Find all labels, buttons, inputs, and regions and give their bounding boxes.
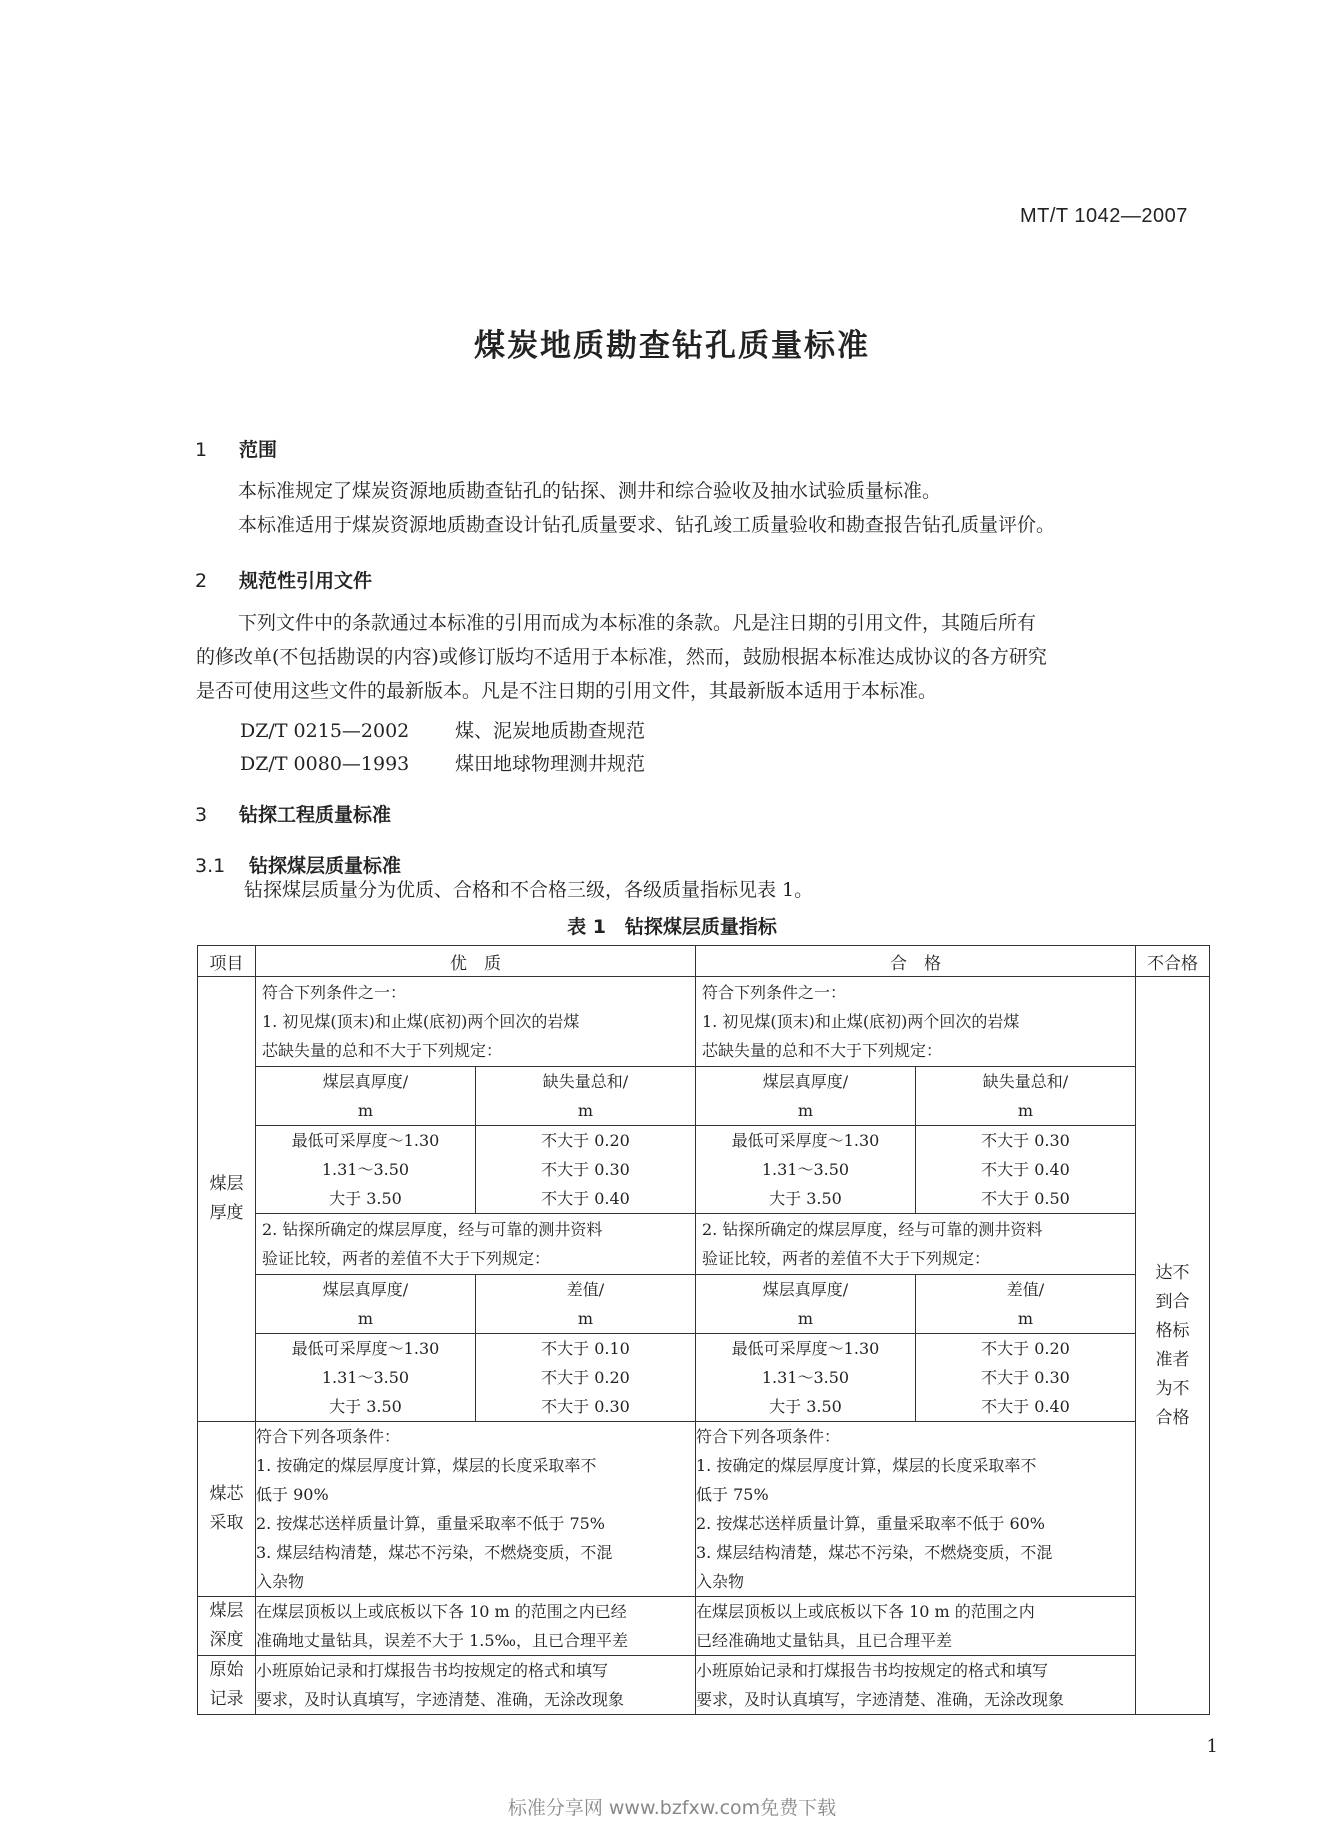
table-header-row	[198, 946, 1210, 977]
subtable-header	[696, 1275, 1135, 1334]
text-line: 要求，及时认真填写，字迹清楚、准确，无涂改现象	[256, 1690, 625, 1709]
subtable-header-cell	[916, 1067, 1136, 1126]
text-line: 差值/	[566, 1280, 605, 1299]
text-line: 符合下列条件之一：	[702, 983, 847, 1002]
table-row-core	[198, 1422, 1210, 1597]
subtable-cell	[916, 1126, 1136, 1214]
header-good: 优 质	[256, 946, 696, 977]
text-line: 合格	[1155, 1407, 1190, 1428]
subtable-header	[696, 1067, 1135, 1126]
section-3-1-para: 钻探煤层质量分为优质、合格和不合格三级，各级质量指标见表 1。	[244, 879, 814, 901]
subtable-body	[256, 1126, 695, 1214]
text-line: 煤层真厚度/	[322, 1072, 409, 1091]
text-line: 不大于 0.30	[541, 1160, 630, 1179]
text-line: m	[797, 1101, 814, 1120]
subtable-body	[696, 1126, 1135, 1214]
standard-number: MT/T 1042—2007	[1020, 205, 1188, 227]
quality-table	[197, 945, 1210, 1715]
page-number: 1	[1206, 1736, 1218, 1757]
text-line: m	[577, 1101, 594, 1120]
subtable-header-cell	[696, 1275, 916, 1334]
text-line: 为不	[1155, 1378, 1190, 1399]
text-line: 1.31～3.50	[321, 1160, 410, 1179]
text-line: 1.31～3.50	[321, 1368, 410, 1387]
section-2-line-3: 是否可使用这些文件的最新版本。凡是不注日期的引用文件，其最新版本适用于本标准。	[196, 680, 938, 702]
text-line: 大于 3.50	[769, 1397, 842, 1416]
section-title: 范围	[239, 439, 278, 461]
loss-subtable	[696, 1066, 1135, 1213]
row-label-depth	[198, 1597, 256, 1656]
loss-subtable	[256, 1066, 695, 1213]
subtable-cell	[476, 1126, 696, 1214]
text-line: 缺失量总和/	[982, 1072, 1069, 1091]
text-line: 小班原始记录和打煤报告书均按规定的格式和填写	[696, 1661, 1049, 1680]
text-line: 3. 煤层结构清楚，煤芯不污染，不燃烧变质，不混	[696, 1543, 1053, 1562]
text-line: 大于 3.50	[769, 1189, 842, 1208]
text-line: 不大于 0.40	[981, 1160, 1070, 1179]
depth-pass-cell	[696, 1597, 1136, 1656]
text-line: 煤层真厚度/	[762, 1280, 849, 1299]
cell-text	[696, 977, 1135, 1066]
subtable-cell	[256, 1334, 476, 1422]
text-line: 达不	[1155, 1262, 1190, 1283]
diff-subtable	[256, 1274, 695, 1421]
text-line: 要求，及时认真填写，字迹清楚、准确，无涂改现象	[696, 1690, 1065, 1709]
thickness-good-cell	[256, 977, 696, 1422]
row-label-line: 煤层	[209, 1601, 244, 1621]
header-pass: 合 格	[696, 946, 1136, 977]
text-line: 2. 按煤芯送样质量计算，重量采取率不低于 75%	[256, 1514, 606, 1533]
watermark-footer: 标准分享网 www.bzfxw.com免费下载	[507, 1797, 837, 1819]
text-line: m	[797, 1309, 814, 1328]
section-number: 2	[195, 570, 208, 592]
text-line: 在煤层顶板以上或底板以下各 10 m 的范围之内已经	[256, 1602, 627, 1621]
text-line: 低于 90%	[256, 1485, 329, 1504]
text-line: 1. 按确定的煤层厚度计算，煤层的长度采取率不	[256, 1456, 597, 1475]
text-line: 差值/	[1006, 1280, 1045, 1299]
section-number: 3	[195, 804, 208, 826]
text-line: m	[357, 1309, 374, 1328]
text-line: 1. 按确定的煤层厚度计算，煤层的长度采取率不	[696, 1456, 1037, 1475]
text-line: 低于 75%	[696, 1485, 769, 1504]
subtable-cell	[476, 1334, 696, 1422]
core-good-cell	[256, 1422, 696, 1597]
text-line: 符合下列各项条件：	[256, 1427, 401, 1446]
text-line: m	[357, 1101, 374, 1120]
text-line: m	[1017, 1101, 1034, 1120]
subtable-cell	[696, 1334, 916, 1422]
text-line: 准者	[1155, 1349, 1190, 1370]
section-2-line-2: 的修改单(不包括勘误的内容)或修订版均不适用于本标准，然而，鼓励根据本标准达成协议的各方研究	[196, 646, 1047, 668]
row-label-line: 原始	[209, 1660, 244, 1680]
text-line: 煤层真厚度/	[322, 1280, 409, 1299]
subtable-header	[256, 1067, 695, 1126]
subtable-header-cell	[476, 1067, 696, 1126]
thickness-pass-cell	[696, 977, 1136, 1422]
text-line: 不大于 0.20	[541, 1131, 630, 1150]
reference-name: 煤、泥炭地质勘查规范	[455, 720, 646, 742]
row-label-line: 煤芯	[209, 1484, 244, 1504]
text-line: 不大于 0.10	[541, 1339, 630, 1358]
section-1-heading	[195, 435, 277, 462]
document-title: 煤炭地质勘查钻孔质量标准	[474, 328, 870, 364]
text-line: 大于 3.50	[329, 1397, 402, 1416]
table-row-record	[198, 1656, 1210, 1715]
text-line: 不大于 0.30	[981, 1131, 1070, 1150]
cell-text	[256, 977, 695, 1066]
subtable-header-cell	[696, 1067, 916, 1126]
text-line: 准确地丈量钻具，误差不大于 1.5‰，且已合理平差	[256, 1631, 629, 1650]
cell-text	[256, 1213, 695, 1274]
text-line: 2. 钻探所确定的煤层厚度，经与可靠的测井资料	[702, 1220, 1043, 1239]
subtable-header-cell	[256, 1275, 476, 1334]
text-line: 缺失量总和/	[542, 1072, 629, 1091]
text-line: 不大于 0.30	[541, 1397, 630, 1416]
text-line: 入杂物	[256, 1572, 305, 1591]
section-title: 钻探煤层质量标准	[249, 855, 402, 877]
text-line: 2. 钻探所确定的煤层厚度，经与可靠的测井资料	[262, 1220, 603, 1239]
cell-text	[696, 1213, 1135, 1274]
subtable-body	[696, 1334, 1135, 1422]
text-line: 1.31～3.50	[761, 1160, 850, 1179]
section-3-heading	[195, 800, 391, 827]
row-label-line: 记录	[209, 1689, 244, 1709]
text-line: 不大于 0.20	[981, 1339, 1070, 1358]
text-line: 最低可采厚度～1.30	[291, 1131, 440, 1150]
text-line: 不大于 0.40	[541, 1189, 630, 1208]
text-line: 不大于 0.20	[541, 1368, 630, 1387]
text-line: 芯缺失量的总和不大于下列规定：	[702, 1041, 943, 1060]
text-line: 大于 3.50	[329, 1189, 402, 1208]
subtable-cell	[916, 1334, 1136, 1422]
subtable-body	[256, 1334, 695, 1422]
diff-subtable	[696, 1274, 1135, 1421]
subtable-header-cell	[916, 1275, 1136, 1334]
text-line: 芯缺失量的总和不大于下列规定：	[262, 1041, 503, 1060]
text-line: 验证比较，两者的差值不大于下列规定：	[702, 1249, 991, 1268]
text-line: 符合下列各项条件：	[696, 1427, 841, 1446]
text-line: 已经准确地丈量钻具，且已合理平差	[696, 1631, 953, 1650]
text-line: 在煤层顶板以上或底板以下各 10 m 的范围之内	[696, 1602, 1035, 1621]
row-label-line: 深度	[209, 1630, 244, 1650]
table-row-depth	[198, 1597, 1210, 1656]
reference-code: DZ/T 0215—2002	[240, 720, 410, 742]
text-line: 1. 初见煤(顶末)和止煤(底初)两个回次的岩煤	[702, 1012, 1020, 1031]
section-1-para-2: 本标准适用于煤炭资源地质勘查设计钻孔质量要求、钻孔竣工质量验收和勘查报告钻孔质量评价。	[238, 514, 1056, 536]
subtable-header-cell	[476, 1275, 696, 1334]
text-line: 2. 按煤芯送样质量计算，重量采取率不低于 60%	[696, 1514, 1046, 1533]
text-line: 最低可采厚度～1.30	[291, 1339, 440, 1358]
subtable-cell	[696, 1126, 916, 1214]
record-pass-cell	[696, 1656, 1136, 1715]
section-title: 规范性引用文件	[239, 570, 373, 592]
row-label-record	[198, 1656, 256, 1715]
row-label-line: 采取	[209, 1513, 244, 1533]
text-line: m	[1017, 1309, 1034, 1328]
row-label-line: 煤层	[209, 1174, 244, 1194]
text-line: 最低可采厚度～1.30	[731, 1131, 880, 1150]
header-fail: 不合格	[1136, 946, 1210, 977]
reference-item	[240, 716, 645, 743]
text-line: 不大于 0.50	[981, 1189, 1070, 1208]
section-1-para-1: 本标准规定了煤炭资源地质勘查钻孔的钻探、测井和综合验收及抽水试验质量标准。	[238, 480, 942, 502]
text-line: 煤层真厚度/	[762, 1072, 849, 1091]
section-number: 1	[195, 439, 208, 461]
reference-item	[240, 749, 645, 776]
text-line: 1.31～3.50	[761, 1368, 850, 1387]
subtable-header	[256, 1275, 695, 1334]
text-line: 小班原始记录和打煤报告书均按规定的格式和填写	[256, 1661, 609, 1680]
text-line: 最低可采厚度～1.30	[731, 1339, 880, 1358]
reference-name: 煤田地球物理测井规范	[455, 753, 646, 775]
row-label-core	[198, 1422, 256, 1597]
core-pass-cell	[696, 1422, 1136, 1597]
table-caption: 表 1 钻探煤层质量指标	[567, 916, 777, 938]
row-label-thickness	[198, 977, 256, 1422]
subtable-header-cell	[256, 1067, 476, 1126]
reference-code: DZ/T 0080—1993	[240, 753, 410, 775]
section-2-heading	[195, 566, 372, 593]
header-item: 项目	[198, 946, 256, 977]
section-2-line-1: 下列文件中的条款通过本标准的引用而成为本标准的条款。凡是注日期的引用文件，其随后所有	[238, 612, 1037, 634]
text-line: 验证比较，两者的差值不大于下列规定：	[262, 1249, 551, 1268]
subtable-cell	[256, 1126, 476, 1214]
section-title: 钻探工程质量标准	[239, 804, 392, 826]
section-number: 3.1	[195, 855, 226, 877]
text-line: 到合	[1155, 1291, 1190, 1312]
text-line: 不大于 0.30	[981, 1368, 1070, 1387]
text-line: 不大于 0.40	[981, 1397, 1070, 1416]
row-label-line: 厚度	[209, 1203, 244, 1223]
fail-cell	[1136, 977, 1210, 1715]
text-line: m	[577, 1309, 594, 1328]
text-line: 格标	[1155, 1320, 1190, 1341]
record-good-cell	[256, 1656, 696, 1715]
depth-good-cell	[256, 1597, 696, 1656]
table-row-thickness	[198, 977, 1210, 1422]
text-line: 入杂物	[696, 1572, 745, 1591]
text-line: 符合下列条件之一：	[262, 983, 407, 1002]
text-line: 1. 初见煤(顶末)和止煤(底初)两个回次的岩煤	[262, 1012, 580, 1031]
text-line: 3. 煤层结构清楚，煤芯不污染，不燃烧变质，不混	[256, 1543, 613, 1562]
